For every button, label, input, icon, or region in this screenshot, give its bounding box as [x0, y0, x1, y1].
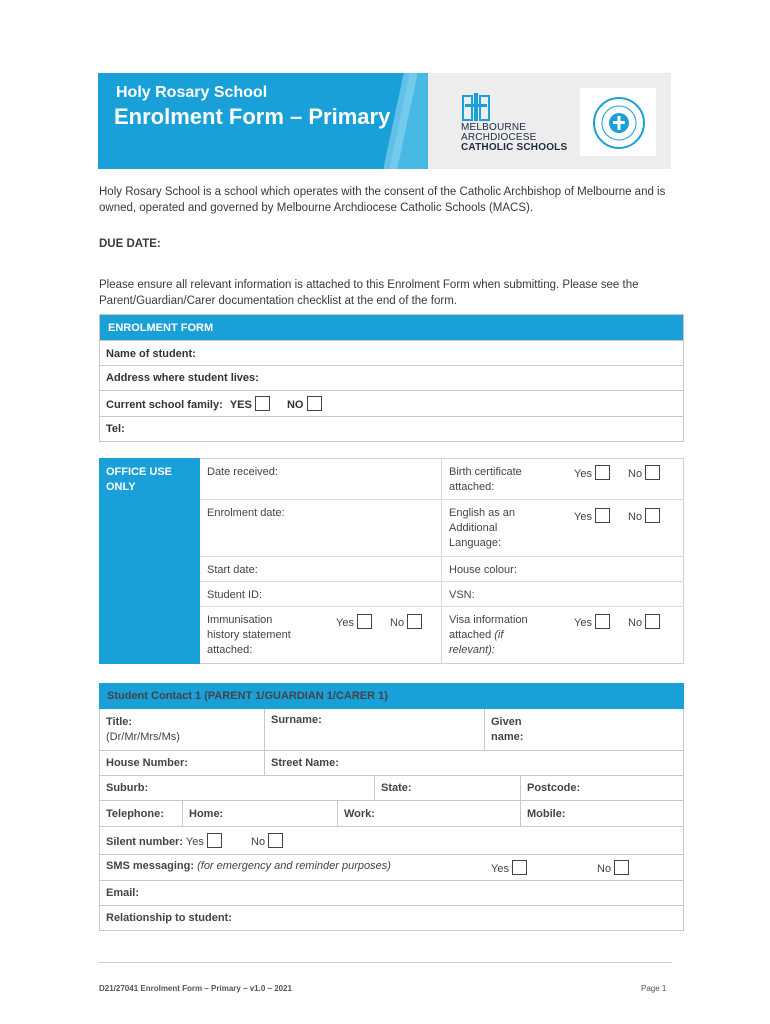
eal-yes-checkbox[interactable]: [595, 508, 610, 523]
sms-yes-checkbox[interactable]: [512, 860, 527, 875]
work-phone-field[interactable]: Work:: [344, 808, 375, 820]
house-colour-field[interactable]: House colour:: [449, 564, 517, 576]
date-received-field[interactable]: Date received:: [207, 466, 278, 478]
current-school-family-row: Current school family: YES NO: [100, 390, 683, 416]
macs-logo-text: MELBOURNE ARCHDIOCESE CATHOLIC SCHOOLS: [461, 122, 568, 153]
telephone-label: Telephone:: [106, 808, 164, 820]
visa-yes: Yes: [574, 614, 610, 631]
silent-no: No: [251, 833, 283, 850]
footer-doc-ref: D21/27041 Enrolment Form – Primary – v1.0 – 2021: [99, 984, 292, 993]
footer-divider: [99, 962, 672, 963]
immunisation-yes: Yes: [336, 614, 372, 631]
office-use-heading: OFFICE USE ONLY: [106, 466, 173, 493]
eal-label: English as an Additional Language:: [449, 507, 516, 549]
mobile-phone-field[interactable]: Mobile:: [527, 808, 566, 820]
immunisation-yes-checkbox[interactable]: [357, 614, 372, 629]
due-date-label: DUE DATE:: [99, 238, 161, 250]
home-phone-field[interactable]: Home:: [189, 808, 224, 820]
student-contact-heading: Student Contact 1 (PARENT 1/GUARDIAN 1/CARER 1): [99, 683, 684, 709]
footer-page-number: Page 1: [641, 984, 667, 993]
sms-yes: Yes: [491, 860, 527, 877]
student-contact-table: [99, 683, 684, 931]
eal-yes: Yes: [574, 508, 610, 525]
birth-cert-yes-checkbox[interactable]: [595, 465, 610, 480]
visa-yes-checkbox[interactable]: [595, 614, 610, 629]
visa-label: Visa information attached (if relevant):: [449, 614, 528, 656]
school-seal-icon: [592, 96, 646, 150]
state-field[interactable]: State:: [381, 782, 412, 794]
student-address-field[interactable]: Address where student lives:: [100, 365, 683, 390]
student-name-field[interactable]: Name of student:: [100, 340, 683, 365]
current-family-yes-checkbox[interactable]: [255, 396, 270, 411]
immunisation-label: Immunisation history statement attached:: [207, 614, 291, 656]
vsn-field[interactable]: VSN:: [449, 589, 475, 601]
instructions-paragraph: Please ensure all relevant information is attached to this Enrolment Form when submitting. Please see the Parent/Guardian/Carer documentation checklist at the end of the form.: [99, 279, 639, 307]
school-name: Holy Rosary School: [116, 84, 268, 101]
house-number-field[interactable]: House Number:: [106, 757, 188, 769]
email-field[interactable]: Email:: [106, 887, 140, 899]
sms-messaging-label: SMS messaging: (for emergency and reminder purposes): [106, 860, 391, 872]
eal-no: No: [628, 508, 660, 525]
silent-no-checkbox[interactable]: [268, 833, 283, 848]
current-family-no-checkbox[interactable]: [307, 396, 322, 411]
intro-paragraph: Holy Rosary School is a school which operates with the consent of the Catholic Archbishop of Melbourne and is owned, operated and governed by Melbourne Archdiocese Catholic Schools (MACS).: [99, 186, 666, 214]
eal-no-checkbox[interactable]: [645, 508, 660, 523]
immunisation-no: No: [390, 614, 422, 631]
surname-field[interactable]: Surname:: [271, 714, 322, 726]
immunisation-no-checkbox[interactable]: [407, 614, 422, 629]
start-date-field[interactable]: Start date:: [207, 564, 258, 576]
birth-cert-no: No: [628, 465, 660, 482]
enrolment-form-heading: ENROLMENT FORM: [100, 315, 683, 340]
postcode-field[interactable]: Postcode:: [527, 782, 581, 794]
sms-no-checkbox[interactable]: [614, 860, 629, 875]
given-name-field[interactable]: Given name:: [491, 716, 524, 743]
tel-field[interactable]: Tel:: [100, 416, 683, 441]
sms-no: No: [597, 860, 629, 877]
macs-logo-icon: [462, 92, 490, 122]
title-field[interactable]: Title: (Dr/Mr/Mrs/Ms): [106, 716, 180, 743]
student-id-field[interactable]: Student ID:: [207, 589, 263, 601]
birth-cert-no-checkbox[interactable]: [645, 465, 660, 480]
silent-yes-checkbox[interactable]: [207, 833, 222, 848]
enrolment-form-table: [99, 314, 684, 442]
enrolment-date-field[interactable]: Enrolment date:: [207, 507, 285, 519]
form-title: Enrolment Form – Primary: [114, 104, 391, 129]
visa-no: No: [628, 614, 660, 631]
birth-certificate-label: Birth certificate attached:: [449, 466, 522, 493]
relationship-field[interactable]: Relationship to student:: [106, 912, 232, 924]
suburb-field[interactable]: Suburb:: [106, 782, 149, 794]
street-name-field[interactable]: Street Name:: [271, 757, 339, 769]
visa-no-checkbox[interactable]: [645, 614, 660, 629]
birth-cert-yes: Yes: [574, 465, 610, 482]
silent-number-row: Silent number: Yes: [106, 833, 222, 850]
